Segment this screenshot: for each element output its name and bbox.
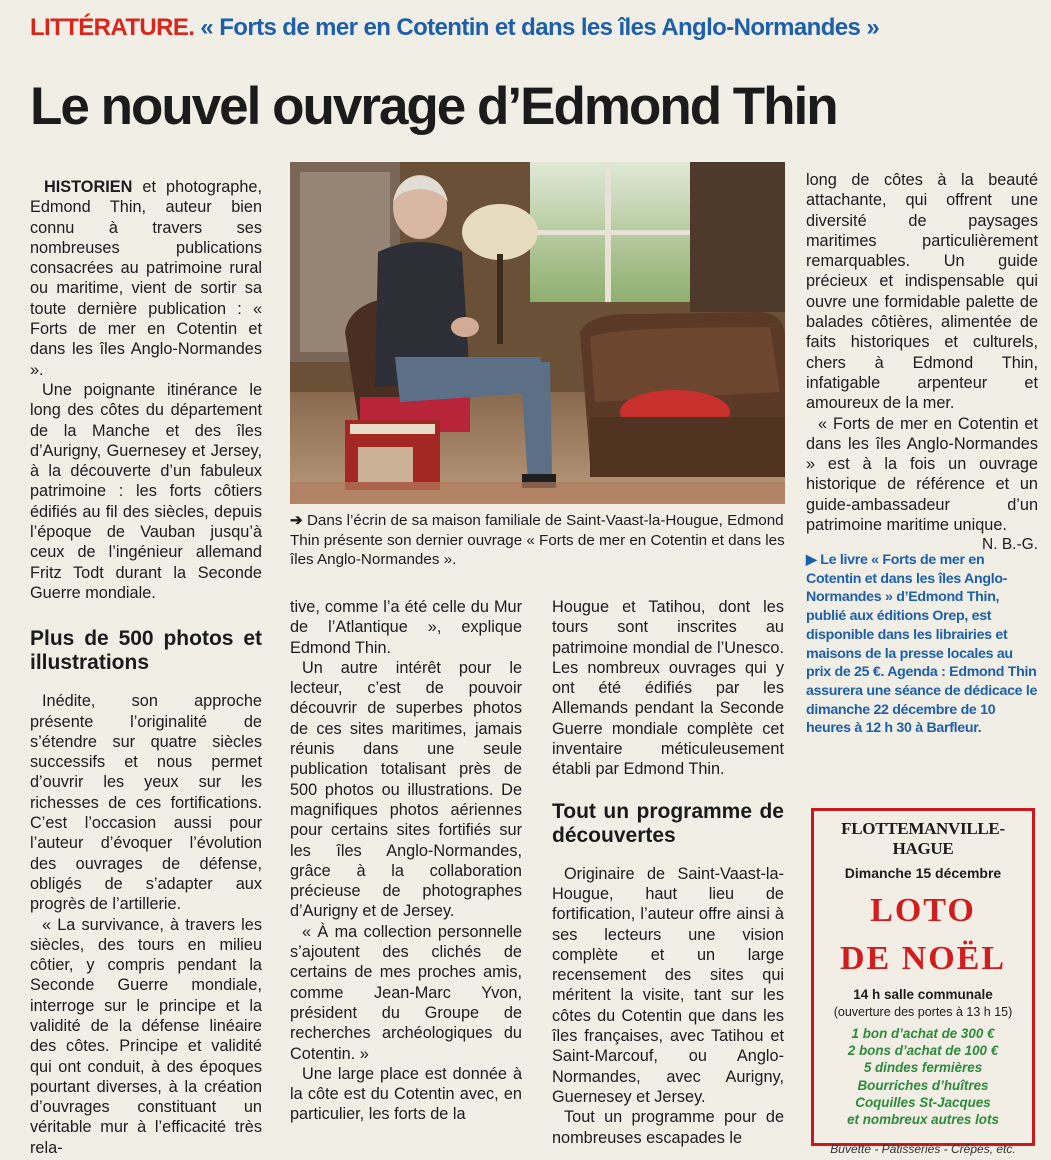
photo-illustration <box>290 162 785 504</box>
column2-paragraph-1: tive, comme l’a été celle du Mur de l’Atlantique », explique Edmond Thin. <box>290 598 522 657</box>
column3-paragraph-1: Hougue et Tatihou, dont les tours sont inscrites au patrimoine mondial de l’Unesco. Les nombreux ouvrages qui y ont été édifiés par les Allemands pendant la Seconde Guerre mondiale complète cet inventaire méticuleusement établi par Edmond Thin. <box>552 598 784 779</box>
column-4 <box>806 170 1038 556</box>
article-kicker <box>30 14 879 42</box>
section1-paragraph-1: Inédite, son approche présente l’originalité de s’étendre sur quatre siècles successifs et nous permet d’ouvrir les yeux sur les richesses de ces fortifications. C’est l’occasion aussi pour l’auteur d’évoquer l’évolution des ouvrages de défense, obligés de s’adapter aux progrès de l’artillerie. <box>30 692 262 914</box>
kicker-subtitle: « Forts de mer en Cotentin et dans les îles Anglo-Normandes » <box>200 14 880 41</box>
column2-paragraph-4: Une large place est donnée à la côte est du Cotentin avec, en particulier, les forts de la <box>290 1064 522 1124</box>
headline: Le nouvel ouvrage d’Edmond Thin <box>30 77 837 136</box>
column-2 <box>290 597 522 1125</box>
ad-prize: 5 dindes fermières <box>863 1060 983 1076</box>
author-signature: N. B.-G. <box>982 536 1038 554</box>
intro-paragraph-2: Une poignante itinérance le long des côtes du département de la Manche et des îles d’Aurigny, Guernesey et Jersey, à la découverte d’un fabuleux patrimoine : les forts côtiers édifiés au fil des siècles, depuis l’époque de Vauban jusqu’à ceux de l’ingénieur allemand Fritz Todt durant la Seconde Guerre mondiale. <box>30 380 262 602</box>
column2-paragraph-3: « À ma collection personnelle s’ajoutent des clichés de certains de mes proches amis, comme Jean-Marc Yvon, président du Groupe de recherches archéologiques du Cotentin. » <box>290 922 522 1063</box>
ad-time: 14 h salle communale <box>853 987 993 1002</box>
ad-date: Dimanche 15 décembre <box>844 865 1002 881</box>
section1-paragraph-2: « La survivance, à travers les siècles, des tours en milieu côtier, y compris pendant la Seconde Guerre mondiale, interroge sur le principe et la validité de la défense linéaire des côtes. Principe et validité qui ont conduit, à des époques pourtant diverses, à la création d’ouvrages constituant un véritable mur à l’efficacité très rela- <box>30 915 262 1157</box>
ad-title-line-1: LOTO <box>870 892 976 929</box>
section-heading-programme: Tout un programme de découvertes <box>552 799 784 847</box>
section-heading-photos: Plus de 500 photos et illustrations <box>30 627 262 675</box>
lead-word: HISTORIEN <box>44 178 133 196</box>
photo-caption <box>290 511 785 570</box>
ad-prize: 1 bon d’achat de 300 € <box>851 1026 995 1041</box>
ad-town: FLOTTEMANVILLE-HAGUE <box>841 819 1005 858</box>
column3-paragraph-2: Originaire de Saint-Vaast-la-Hougue, haut lieu de fortification, l’auteur offre ainsi à ses lecteurs une vision complète et un large recensement des sites qui méritent la visite, tant sur les côtes du Cotentin que dans les îles françaises, avec Tatihou et Saint-Marcouf, ou Anglo-Normandes, avec Aurigny, Guernesey et Jersey. <box>552 864 784 1106</box>
category-label: LITTÉRATURE. <box>30 14 195 41</box>
column-3 <box>552 597 784 1148</box>
ad-prize: Coquilles St-Jacques <box>855 1094 991 1110</box>
column4-paragraph-1: long de côtes à la beauté attachante, qui offrent une diversité de paysages maritimes particulièrement remarquables. Un guide précieux et indispensable qui ouvre une formidable palette de balades côtières, alimentée de faits historiques et culturels, chers à Edmond Thin, infatigable arpenteur et amoureux de la mer. <box>806 171 1038 413</box>
intro-text: et photographe, Edmond Thin, auteur bien connu à travers ses nombreuses publications consacrées au patrimoine rural ou maritime, vient de sortir sa toute dernière publication : « Forts de mer en Cotentin et dans les îles Anglo-Normandes ». <box>30 178 262 379</box>
ad-footer: Buvette - Pâtisseries - Crêpes, etc. <box>830 1142 1016 1157</box>
ad-title-line-2: DE NOËL <box>839 940 1007 977</box>
column4-paragraph-2: « Forts de mer en Cotentin et dans les îles Anglo-Normandes » est à la fois un ouvrage historique de référence et un guide-ambassadeur d’un patrimoine maritime unique. <box>806 414 1038 535</box>
book-info-box: ▶ Le livre « Forts de mer en Cotentin et dans les îles Anglo-Normandes » d’Edmond Thin, publié aux éditions Orep, est disponible dans les librairies et maisons de la presse locales au prix de 25 €. Agenda : Edmond Thin assurera une séance de dédicace le dimanche 22 décembre de 10 heures à 12 h 30 à Barfleur. <box>806 552 1038 737</box>
intro-paragraph <box>30 177 262 380</box>
column3-paragraph-3: Tout un programme pour de nombreuses escapades le <box>552 1108 784 1147</box>
arrow-icon: ➔ <box>290 512 303 529</box>
ad-prize: Bourriches d’huîtres <box>857 1077 989 1093</box>
ad-prize: 2 bons d’achat de 100 € <box>847 1043 999 1059</box>
loto-advertisement <box>811 808 1035 1157</box>
caption-text: Dans l’écrin de sa maison familiale de Saint-Vaast-la-Hougue, Edmond Thin présente son dernier ouvrage « Forts de mer en Cotentin et dans les îles Anglo-Normandes ». <box>290 512 785 568</box>
author-photo <box>290 162 785 504</box>
ad-doors: (ouverture des portes à 13 h 15) <box>833 1005 1013 1019</box>
ad-prize: et nombreux autres lots <box>847 1112 999 1128</box>
column2-paragraph-2: Un autre intérêt pour le lecteur, c’est de pouvoir découvrir de superbes photos de ces sites maritimes, jamais réunis dans une seule publication totalisant près de 500 photos ou illustrations. De magnifiques photos aériennes pour certains sites fortifiés sur les îles Anglo-Normandes, grâce à la collaboration précieuse de photographes d’Aurigny et de Jersey. <box>290 658 522 921</box>
column-1 <box>30 177 262 1158</box>
